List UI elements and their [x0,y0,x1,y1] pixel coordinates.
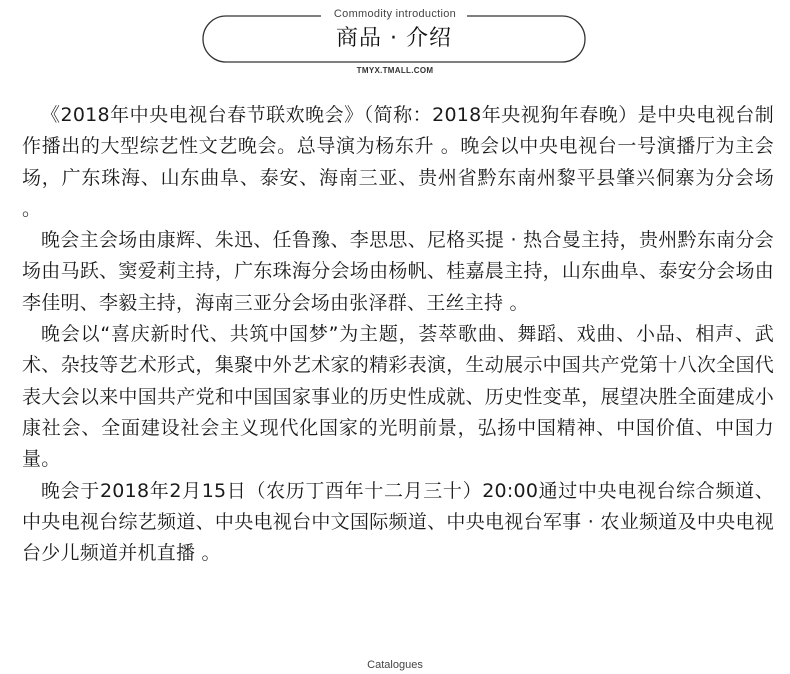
section-subtitle: Commodity introduction [333,8,457,20]
description-paragraph: 《2018年中央电视台春节联欢晚会》（简称：2018年央视狗年春晚）是中央电视台制作播出的大型综艺性文艺晚会。总导演为杨东升 。晚会以中央电视台一号演播厅为主会场，广东珠海、山东曲阜、泰安、海南三亚、贵州省黔东南州黎平县肇兴侗寨为分会场 。 [22,104,774,220]
description-paragraph: 晚会以“喜庆新时代、共筑中国梦”为主题，荟萃歌曲、舞蹈、戏曲、小品、相声、武术、杂技等艺术形式，集聚中外艺术家的精彩表演，生动展示中国共产党第十八次全国代表大会以来中国共产党和中国国家事业的历史性成就、历史性变革，展望决胜全面建成小康社会、全面建设社会主义现代化国家的光明前景，弘扬中国精神、中国价值、中国力量。 [22,323,774,471]
description-paragraph: 晚会于2018年2月15日（农历丁酉年十二月三十）20:00通过中央电视台综合频道、中央电视台综艺频道、中央电视台中文国际频道、中央电视台军事 · 农业频道及中央电视台少儿频道并机直播 。 [22,479,774,565]
title-frame [202,15,586,63]
description-paragraph: 晚会主会场由康辉、朱迅、任鲁豫、李思思、尼格买提 · 热合曼主持，贵州黔东南分会场由马跃、窦爱莉主持，广东珠海分会场由杨帆、桂嘉晨主持，山东曲阜、泰安分会场由李佳明、李毅主持，海南三亚分会场由张泽群、王丝主持 。 [22,229,774,314]
section-header [0,0,790,92]
product-description [22,100,774,569]
section-title: 商品 · 介绍 [336,26,452,51]
next-section-label: Catalogues [367,659,423,671]
store-url: TMYX.TMALL.COM [356,66,434,75]
